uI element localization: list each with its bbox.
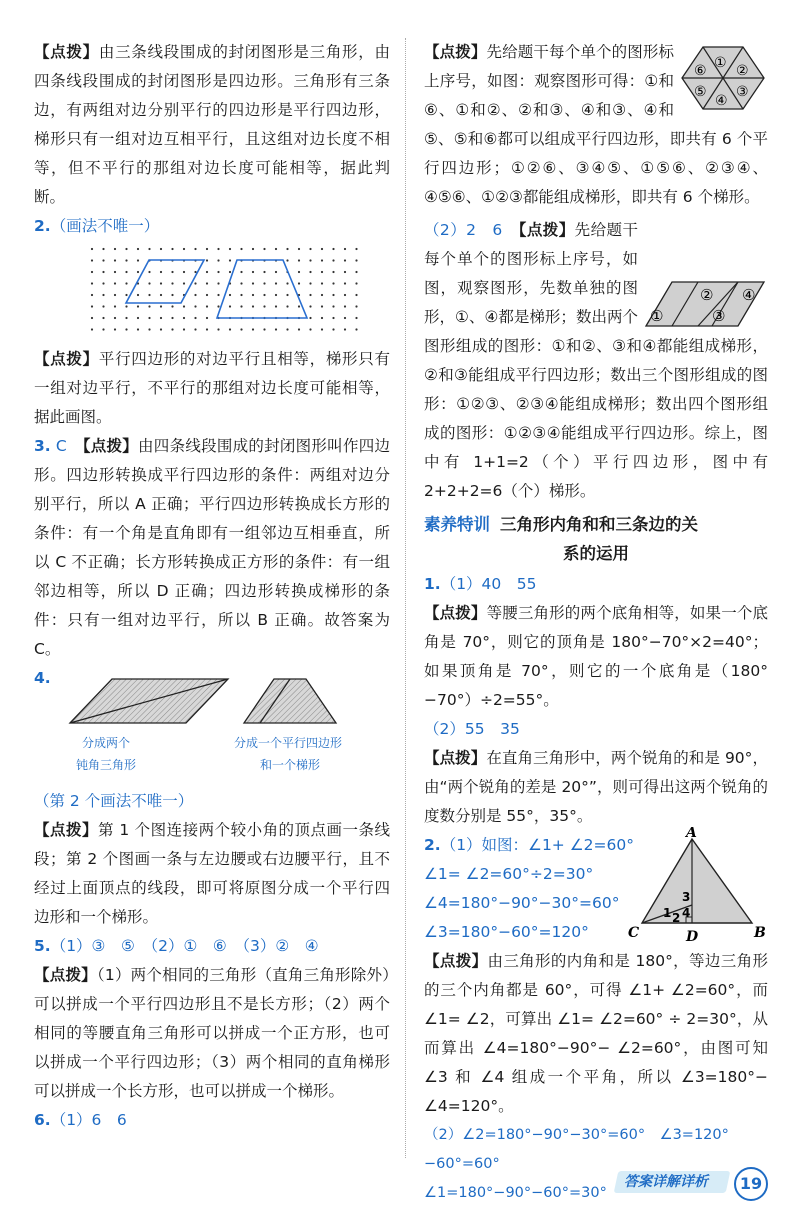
grid-dot: [91, 282, 93, 284]
grid-dot: [148, 305, 150, 307]
grid-dot: [344, 328, 346, 330]
grid-dot: [355, 282, 357, 284]
s2-work: [424, 831, 634, 947]
grid-dot: [91, 259, 93, 261]
grid-dot: [171, 271, 173, 273]
grid-dot: [298, 259, 300, 261]
s2-answer-2-line1: （2）∠2=180°−90°−30°=60° ∠3=120°−60°=60°: [424, 1127, 729, 1172]
grid-dot: [263, 282, 265, 284]
grid-dot: [321, 248, 323, 250]
s1-text-1: 等腰三角形的两个底角相等，如果一个底角是 70°，则它的顶角是 180°−70°×2=40°；如果顶角是 70°，则它的一个底角是（180°−70°）÷2=55°。: [424, 604, 768, 709]
grid-dot: [298, 305, 300, 307]
grid-dot: [321, 282, 323, 284]
grid-dot: [252, 328, 254, 330]
grid-dot: [206, 282, 208, 284]
grid-dot: [217, 271, 219, 273]
q2-note: （画法不唯一）: [50, 217, 160, 235]
grid-dot: [217, 282, 219, 284]
grid-dot: [114, 248, 116, 250]
grid-dot: [344, 271, 346, 273]
grid-dot: [125, 282, 127, 284]
left-column: [34, 38, 390, 1135]
grid-dot: [275, 294, 277, 296]
grid-dot: [355, 271, 357, 273]
grid-dot: [344, 259, 346, 261]
grid-dot: [194, 248, 196, 250]
grid-dot: [125, 271, 127, 273]
tip-label: 【点拨】: [34, 43, 99, 61]
s2-line2: ∠1= ∠2=60°÷2=30°: [424, 865, 594, 883]
grid-dot: [183, 328, 185, 330]
angle-1: 1: [663, 906, 672, 920]
q4-note: （第 2 个画法不唯一）: [34, 792, 194, 810]
q4-caption-2-line1: 分成一个平行四边形: [234, 736, 343, 750]
q4-caption-1-line1: 分成两个: [82, 736, 131, 750]
grid-dot: [286, 248, 288, 250]
grid-dot: [240, 248, 242, 250]
grid-dot: [194, 294, 196, 296]
grid-dot: [321, 294, 323, 296]
grid-dot: [171, 317, 173, 319]
grid-dot: [160, 282, 162, 284]
right-column: [424, 38, 768, 1208]
grid-dot: [114, 294, 116, 296]
grid-dot: [114, 259, 116, 261]
s1-answer-2: （2）55 35: [424, 720, 520, 738]
q4-figures: [34, 675, 390, 785]
hex-label-4: ④: [715, 93, 728, 109]
s1-explanation-2: [424, 744, 768, 831]
grid-dot: [114, 305, 116, 307]
grid-dot: [332, 305, 334, 307]
grid-dot: [240, 282, 242, 284]
grid-dot: [355, 305, 357, 307]
grid-dot: [137, 248, 139, 250]
hex-label-3: ③: [736, 84, 749, 100]
grid-dot: [160, 271, 162, 273]
grid-dot: [321, 305, 323, 307]
angle-2: 2: [672, 911, 681, 925]
grid-dot: [114, 271, 116, 273]
grid-dot: [206, 248, 208, 250]
grid-dot: [217, 328, 219, 330]
q6-number: 6.: [34, 1111, 51, 1129]
grid-dot: [275, 328, 277, 330]
s2-explanation: [424, 947, 768, 1121]
grid-dot: [229, 328, 231, 330]
grid-dot: [355, 294, 357, 296]
grid-dot: [309, 271, 311, 273]
grid-dot: [171, 294, 173, 296]
grid-dot: [229, 294, 231, 296]
grid-dot: [321, 271, 323, 273]
footer-label: 答案详解详析: [624, 1174, 708, 1190]
grid-dot: [160, 317, 162, 319]
s1-number: 1.: [424, 575, 441, 593]
grid-dot: [309, 317, 311, 319]
grid-dot: [263, 248, 265, 250]
q4-text: 第 1 个图连接两个较小角的顶点画一条线段；第 2 个图画一条与左边腰或右边腰平行，且不经过上面顶点的线段，即可将原图分成一个平行四边形和一个梯形。: [34, 821, 390, 926]
grid-dot: [91, 271, 93, 273]
grid-dot: [114, 328, 116, 330]
para-label-2: ②: [700, 286, 714, 304]
grid-dot: [102, 328, 104, 330]
grid-dot: [137, 294, 139, 296]
s2-line3: ∠4=180°−90°−30°=60°: [424, 894, 620, 912]
grid-dot: [332, 294, 334, 296]
q2-text: 平行四边形的对边平行且相等，梯形只有一组对边平行，不平行的那组对边长度可能相等，据此画图。: [34, 350, 390, 426]
q1-explanation: [34, 38, 390, 212]
grid-dot: [240, 271, 242, 273]
r2-block: [424, 216, 768, 506]
grid-dot: [137, 305, 139, 307]
grid-dot: [344, 248, 346, 250]
q5-number: 5.: [34, 937, 51, 955]
grid-dot: [160, 328, 162, 330]
r1-text-b: ①②⑥、③④⑤、①⑤⑥、②③④、④⑤⑥、①②③都能组成梯形，即共有 6 个梯形。: [424, 159, 768, 206]
vertex-d: D: [686, 929, 699, 943]
tip-label: 【点拨】: [34, 350, 99, 368]
q5-text: （1）两个相同的三角形（直角三角形除外）可以拼成一个平行四边形且不是长方形；（2）两个相同的等腰直角三角形可以拼成一个正方形，也可以拼成一个平行四边形；（3）两个相同的直角梯形可以拼成一个长方形，也可以拼成一个梯形。: [34, 966, 390, 1100]
grid-dot: [344, 282, 346, 284]
grid-dot: [91, 248, 93, 250]
grid-dot: [332, 271, 334, 273]
hex-label-6: ⑥: [694, 63, 707, 79]
grid-dot: [206, 294, 208, 296]
q2-header: [34, 212, 390, 241]
grid-dot: [355, 259, 357, 261]
tip-label: 【点拨】: [518, 221, 575, 239]
grid-dot: [148, 282, 150, 284]
grid-dot: [137, 271, 139, 273]
grid-dot: [275, 271, 277, 273]
grid-dot: [125, 294, 127, 296]
s1-text-2: 在直角三角形中，两个锐角的和是 90°，由“两个锐角的差是 20°”，则可得出这两个锐角的度数分别是 55°，35°。: [424, 749, 768, 825]
r2-text-a: 先给题干每个单个的图形标上序号，如图，观察图形，先数单独的图形，①、④都是梯形；数出两个图形组成的图形：①和: [424, 221, 638, 355]
grid-dot: [102, 259, 104, 261]
tip-label: 【点拨】: [424, 952, 488, 970]
grid-dot: [286, 282, 288, 284]
r2-explanation: [424, 216, 768, 506]
tip-label: 【点拨】: [424, 43, 487, 61]
hexagon-figure: [678, 44, 768, 112]
tip-label: 【点拨】: [82, 437, 139, 455]
q4-number: 4.: [34, 669, 51, 687]
grid-dot: [171, 282, 173, 284]
grid-dot: [309, 248, 311, 250]
drawn-trapezoid: [217, 260, 307, 318]
grid-dot: [194, 328, 196, 330]
s2-line4: ∠3=180°−60°=120°: [424, 923, 589, 941]
tip-label: 【点拨】: [424, 604, 487, 622]
s2-text: 由三角形的内角和是 180°，等边三角形的三个内角都是 60°，可得 ∠1+ ∠2=60°，而 ∠1= ∠2，可算出 ∠1= ∠2=60° ÷ 2=30°，从而算出 ∠4=180°−90°− ∠2=60°，由图可知 ∠3 和 ∠4 组成一个平角，所以 ∠3=180°− ∠4=120°。: [424, 952, 768, 1115]
grid-dot: [252, 271, 254, 273]
grid-dot: [183, 305, 185, 307]
grid-dot: [321, 317, 323, 319]
grid-dot: [206, 328, 208, 330]
grid-dot: [229, 271, 231, 273]
r1-text-a: 先给题干每个单个的图形标上序号，如图：观察图形可得：①和⑥、①和②、②和③、④和③、④和⑤、⑤和⑥都可以组成平行四边形，即共有 6 个平行四边形；: [424, 43, 768, 177]
grid-dot: [252, 294, 254, 296]
grid-dot: [91, 305, 93, 307]
grid-dot: [217, 305, 219, 307]
grid-dot: [102, 271, 104, 273]
r2-text-b: ②、③和④都能组成梯形，②和③能组成平行四边形；数出三个图形组成的图形：①②③、②③④能组成梯形；数出四个图形组成的图形：①②③④能组成平行四边形。综上，图中有 1+1=2（个）平行四边形，图中有 2+2+2=6（个）梯形。: [424, 337, 769, 500]
grid-dot: [102, 317, 104, 319]
grid-dot: [137, 328, 139, 330]
grid-dot: [125, 328, 127, 330]
grid-dot: [275, 282, 277, 284]
grid-dot: [240, 305, 242, 307]
grid-dot: [332, 317, 334, 319]
grid-dot: [102, 282, 104, 284]
grid-dot: [125, 317, 127, 319]
grid-dot: [355, 317, 357, 319]
grid-dot: [286, 294, 288, 296]
grid-dot: [137, 259, 139, 261]
grid-dot: [309, 282, 311, 284]
grid-dot: [125, 305, 127, 307]
para-label-1: ①: [650, 307, 664, 325]
angle-4: 4: [682, 906, 691, 920]
grid-dot: [125, 259, 127, 261]
page-number: 19: [734, 1167, 768, 1201]
r2-answer: （2）2 6: [424, 221, 503, 239]
grid-dot: [298, 328, 300, 330]
hatched-trapezoid: [244, 679, 336, 723]
triangle-figure: [628, 827, 768, 943]
grid-dot: [298, 271, 300, 273]
vertex-b: B: [754, 925, 766, 941]
grid-dot: [344, 294, 346, 296]
grid-dot: [148, 248, 150, 250]
hex-label-2: ②: [736, 63, 749, 79]
grid-dot: [194, 317, 196, 319]
grid-dot: [91, 317, 93, 319]
dot-grid-figure: [34, 243, 390, 343]
parallelogram-figure: [642, 278, 768, 330]
q5-explanation: [34, 961, 390, 1106]
s1-header: [424, 570, 768, 599]
grid-dot: [206, 271, 208, 273]
grid-dot: [148, 294, 150, 296]
q2-explanation: [34, 345, 390, 432]
grid-dot: [252, 305, 254, 307]
grid-dot: [229, 248, 231, 250]
grid-dot: [298, 248, 300, 250]
grid-dot: [309, 305, 311, 307]
grid-dot: [332, 328, 334, 330]
grid-dot: [102, 248, 104, 250]
grid-dot: [229, 259, 231, 261]
grid-dot: [263, 271, 265, 273]
grid-dot: [252, 282, 254, 284]
q3-explanation: [34, 432, 390, 664]
grid-dot: [344, 317, 346, 319]
grid-dot: [309, 259, 311, 261]
q4-explanation: [34, 816, 390, 932]
section-title-line2: 系的运用: [563, 544, 629, 563]
grid-dot: [275, 305, 277, 307]
grid-dot: [206, 259, 208, 261]
grid-dot: [252, 248, 254, 250]
grid-dot: [286, 305, 288, 307]
grid-dot: [183, 248, 185, 250]
grid-dot: [263, 328, 265, 330]
angle-3: 3: [682, 890, 691, 904]
q3-answer: C: [55, 437, 67, 455]
grid-dot: [240, 328, 242, 330]
grid-dot: [148, 328, 150, 330]
s2-number: 2.: [424, 836, 441, 854]
q4-caption-2-line2: 和一个梯形: [260, 758, 321, 772]
column-divider: [405, 38, 406, 1158]
page-footer: [616, 1167, 776, 1203]
grid-dot: [217, 294, 219, 296]
grid-dot: [183, 282, 185, 284]
grid-dot: [183, 317, 185, 319]
grid-dot: [114, 317, 116, 319]
grid-dot: [263, 294, 265, 296]
tip-label: 【点拨】: [34, 966, 97, 984]
grid-dot: [171, 248, 173, 250]
s2-answer-2-line2: ∠1=180°−90°−60°=30°: [424, 1185, 607, 1201]
para-label-4: ④: [742, 286, 756, 304]
grid-dot: [171, 328, 173, 330]
q5-answer: （1）③ ⑤ （2）① ⑥ （3）② ④: [50, 937, 319, 955]
grid-dot: [309, 294, 311, 296]
vertex-c: C: [628, 925, 640, 941]
grid-dot: [240, 294, 242, 296]
q5-header: [34, 932, 390, 961]
grid-dot: [160, 248, 162, 250]
grid-dot: [194, 282, 196, 284]
tip-label: 【点拨】: [34, 821, 98, 839]
grid-dot: [263, 305, 265, 307]
q4-caption-1-line2: 钝角三角形: [76, 758, 137, 772]
grid-dot: [332, 248, 334, 250]
grid-dot: [309, 328, 311, 330]
q3-number: 3.: [34, 437, 51, 455]
grid-dot: [183, 271, 185, 273]
section-badge: 素养特训: [424, 515, 490, 534]
grid-dot: [286, 328, 288, 330]
grid-dot: [275, 248, 277, 250]
s1-answer-1: （1）40 55: [440, 575, 537, 593]
grid-dot: [91, 294, 93, 296]
grid-dot: [344, 305, 346, 307]
hex-label-1: ①: [714, 55, 727, 71]
grid-dot: [160, 305, 162, 307]
drawn-parallelogram: [126, 260, 204, 303]
grid-dot: [148, 271, 150, 273]
s2-line1: （1）如图：∠1+ ∠2=60°: [440, 836, 634, 854]
grid-dot: [160, 294, 162, 296]
section-heading: [424, 510, 768, 568]
q3-text: 由四条线段围成的封闭图形叫作四边形。四边形转换成平行四边形的条件：两组对边分别平行，所以 A 正确；平行四边形转换成长方形的条件：有一个角是直角即有一组邻边互相垂直，所以 C 不正确；长方形转换成正方形的条件：有一组邻边相等，所以 D 正确；四边形转换成梯形的条件：只有一组对边平行，所以 B 正确。故答案为 C。: [34, 437, 390, 658]
grid-dot: [91, 328, 93, 330]
grid-dot: [298, 282, 300, 284]
grid-dot: [355, 328, 357, 330]
q2-number: 2.: [34, 217, 51, 235]
r1-block: [424, 38, 768, 212]
grid-dot: [321, 259, 323, 261]
grid-dot: [217, 248, 219, 250]
grid-dot: [206, 317, 208, 319]
grid-dot: [194, 305, 196, 307]
q6-header: [34, 1106, 390, 1135]
para-label-3: ③: [712, 307, 726, 325]
s2-block: [424, 827, 768, 947]
grid-dot: [171, 305, 173, 307]
grid-dot: [229, 305, 231, 307]
grid-dot: [355, 248, 357, 250]
s1-explanation-1: [424, 599, 768, 715]
q6-answer: （1）6 6: [50, 1111, 127, 1129]
hex-label-5: ⑤: [694, 84, 707, 100]
grid-dot: [137, 317, 139, 319]
grid-dot: [125, 248, 127, 250]
grid-dot: [102, 294, 104, 296]
tip-label: 【点拨】: [424, 749, 487, 767]
q1-text: 由三条线段围成的封闭图形是三角形，由四条线段围成的封闭图形是四边形。三角形有三条边，有两组对边分别平行的四边形是平行四边形，梯形只有一组对边互相平行，且这组对边长度不相等，但不平行的那组对边长度可能相等，据此判断。: [34, 43, 390, 206]
section-title-line1: 三角形内角和和三条边的关: [500, 515, 698, 534]
grid-dot: [217, 259, 219, 261]
grid-dot: [332, 259, 334, 261]
grid-dot: [321, 328, 323, 330]
grid-dot: [332, 282, 334, 284]
vertex-a: A: [686, 827, 697, 841]
grid-dot: [148, 317, 150, 319]
grid-dot: [102, 305, 104, 307]
grid-dot: [206, 305, 208, 307]
grid-dot: [114, 282, 116, 284]
grid-dot: [286, 259, 288, 261]
